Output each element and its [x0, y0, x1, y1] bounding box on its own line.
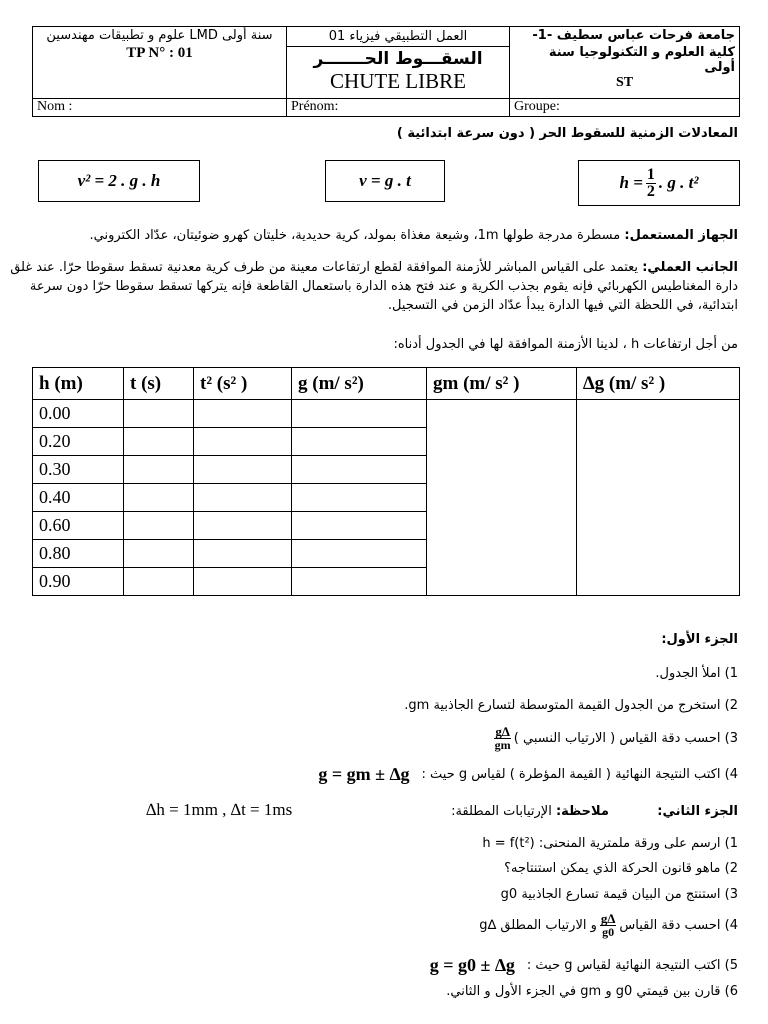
table-intro: من أجل ارتفاعات h ، لدينا الأزمنة الموافقة لها في الجدول أدناه: [393, 337, 738, 352]
h-cell: 0.00 [33, 400, 124, 428]
t-cell[interactable] [124, 512, 194, 540]
h-cell: 0.20 [33, 428, 124, 456]
t2-cell[interactable] [194, 540, 292, 568]
g-cell[interactable] [292, 568, 427, 596]
part1-q4-formula: g = gm ± ∆g [318, 764, 410, 784]
practical-line-3: ابتدائية، في اللحظة التي فيها الدارة يبدأ عدّاد الزمن في التسجيل. [387, 298, 738, 313]
eq3-suffix: . g . t² [658, 173, 699, 192]
part2-header [451, 804, 738, 819]
part1-q3 [491, 725, 738, 751]
tp-type: العمل التطبيقي فيزياء 01 [287, 27, 509, 47]
part2-q4-num: ∆g [600, 911, 616, 926]
st-label: ST [615, 75, 634, 90]
t-cell[interactable] [124, 428, 194, 456]
header-title-cell [287, 27, 510, 99]
university-name: جامعة فرحات عباس سطيف -1- [532, 28, 735, 43]
year-info: سنة أولى LMD علوم و تطبيقات مهندسين [46, 28, 273, 43]
part2-q2: 2) ماهو قانون الحركة الذي يمكن استنتاجه؟ [504, 861, 738, 876]
part2-q4-text-b: و الارتياب المطلق ∆g [479, 917, 597, 933]
equation-velocity-squared: v² = 2 . g . h [38, 160, 200, 202]
measurement-table [32, 367, 740, 596]
part1-q3-num: ∆g [495, 724, 510, 739]
part1-q2: 2) استخرج من الجدول القيمة المتوسطة لتسارع الجاذبية gm. [404, 698, 738, 713]
h-cell: 0.40 [33, 484, 124, 512]
part1-q3-den: gm [494, 738, 511, 752]
part2-q1: 1) ارسم على ورقة ملمترية المنحنى: h = f(t²) [482, 836, 738, 851]
nom-field[interactable]: Nom : [33, 99, 287, 117]
eq3-fraction [646, 167, 656, 200]
practical-line-1 [10, 260, 738, 275]
equation-velocity-time: v = g . t [325, 160, 445, 202]
header-table [32, 26, 740, 117]
eq3-denominator: 2 [646, 182, 655, 200]
part2-q4-den: g0 [602, 925, 615, 939]
uncertainties-values: ∆h = 1mm , ∆t = 1ms [146, 800, 293, 819]
part1-q3-fraction [494, 725, 510, 751]
note-text: الإرتيابات المطلقة: [451, 804, 556, 819]
part2-q5 [430, 955, 738, 976]
tp-title-ar: السقـــوط الحـــــــر [313, 49, 483, 69]
part2-q4-fraction [600, 912, 616, 938]
header-year-cell [33, 27, 287, 99]
eq3-numerator: 1 [646, 165, 655, 183]
t2-cell[interactable] [194, 484, 292, 512]
g-cell[interactable] [292, 484, 427, 512]
t-cell[interactable] [124, 568, 194, 596]
h-cell: 0.90 [33, 568, 124, 596]
g-cell[interactable] [292, 428, 427, 456]
part1-title: الجزء الأول: [661, 632, 738, 647]
part1-q3-text: 3) احسب دقة القياس ( الارتياب النسبي ) [513, 730, 738, 746]
delta-g-cell[interactable] [577, 400, 740, 596]
t2-cell[interactable] [194, 456, 292, 484]
g-cell[interactable] [292, 540, 427, 568]
part2-q5-formula: g = g0 ± ∆g [429, 955, 515, 975]
gm-cell[interactable] [427, 400, 577, 596]
faculty-name: كلية العلوم و التكنولوجيا سنة أولى [548, 45, 735, 75]
part2-title: الجزء الثاني: [657, 804, 738, 819]
t-cell[interactable] [124, 540, 194, 568]
tp-title-fr: CHUTE LIBRE [330, 69, 466, 93]
part2-q4-text-a: 4) احسب دقة القياس [619, 917, 738, 933]
part2-q4 [479, 912, 738, 938]
t-cell[interactable] [124, 484, 194, 512]
eq3-prefix: h = [619, 173, 643, 192]
practical-label: الجانب العملي: [642, 260, 738, 275]
h-cell: 0.80 [33, 540, 124, 568]
col-header-gm: gm (m/ s² ) [427, 368, 577, 400]
equations-heading: المعادلات الزمنية للسقوط الحر ( دون سرعة ابتدائية ) [396, 126, 738, 141]
apparatus-text: مسطرة مدرجة طولها 1m، وشيعة مغذاة بمولد، كرية حديدية، خليتان كهرو ضوئيتان، عدّاد الكتروني. [89, 228, 625, 243]
practical-text-1: يعتمد على القياس المباشر للأزمنة الموافقة لقطع ارتفاعات معينة من طرف كرية معدنية تسقط سقوطا حرّا. عند غلق [10, 260, 643, 275]
prenom-field[interactable]: Prénom: [287, 99, 510, 117]
equation-height-time [578, 160, 740, 206]
t-cell[interactable] [124, 400, 194, 428]
col-header-g: g (m/ s²) [292, 368, 427, 400]
h-cell: 0.30 [33, 456, 124, 484]
col-header-t: t (s) [124, 368, 194, 400]
h-cell: 0.60 [33, 512, 124, 540]
t2-cell[interactable] [194, 428, 292, 456]
apparatus-label: الجهاز المستعمل: [624, 228, 738, 243]
col-header-delta-g: ∆g (m/ s² ) [577, 368, 740, 400]
part1-q1: 1) املأ الجدول. [655, 666, 738, 681]
groupe-field[interactable]: Groupe: [510, 99, 740, 117]
part1-q4 [318, 764, 738, 785]
t2-cell[interactable] [194, 512, 292, 540]
g-cell[interactable] [292, 456, 427, 484]
part1-q4-text: 4) اكتب النتيجة النهائية ( القيمة المؤطرة ) لقياس g حيث : [421, 767, 738, 782]
t-cell[interactable] [124, 456, 194, 484]
apparatus-line [90, 228, 739, 243]
g-cell[interactable] [292, 512, 427, 540]
header-university-cell [510, 27, 740, 99]
table-row [33, 400, 740, 428]
practical-line-2: دارة المغناطيس الكهربائي فإنه يقوم بجذب الكرية و عند فتح هذه الدارة باستعمال القاطعة فإنه يتركها تسقط سقوطا حرّا دون سرعة [29, 279, 738, 294]
note-label: ملاحظة: [555, 804, 609, 819]
t2-cell[interactable] [194, 568, 292, 596]
t2-cell[interactable] [194, 400, 292, 428]
col-header-t2: t² (s² ) [194, 368, 292, 400]
table-header-row [33, 368, 740, 400]
g-cell[interactable] [292, 400, 427, 428]
part2-q3: 3) استنتج من البيان قيمة تسارع الجاذبية g0 [500, 887, 738, 902]
col-header-h: h (m) [33, 368, 124, 400]
part2-q5-text: 5) اكتب النتيجة النهائية لقياس g حيث : [526, 958, 738, 973]
part2-q6: 6) قارن بين قيمتي g0 و gm في الجزء الأول و الثاني. [446, 984, 738, 999]
tp-number: TP N° : 01 [126, 45, 193, 61]
